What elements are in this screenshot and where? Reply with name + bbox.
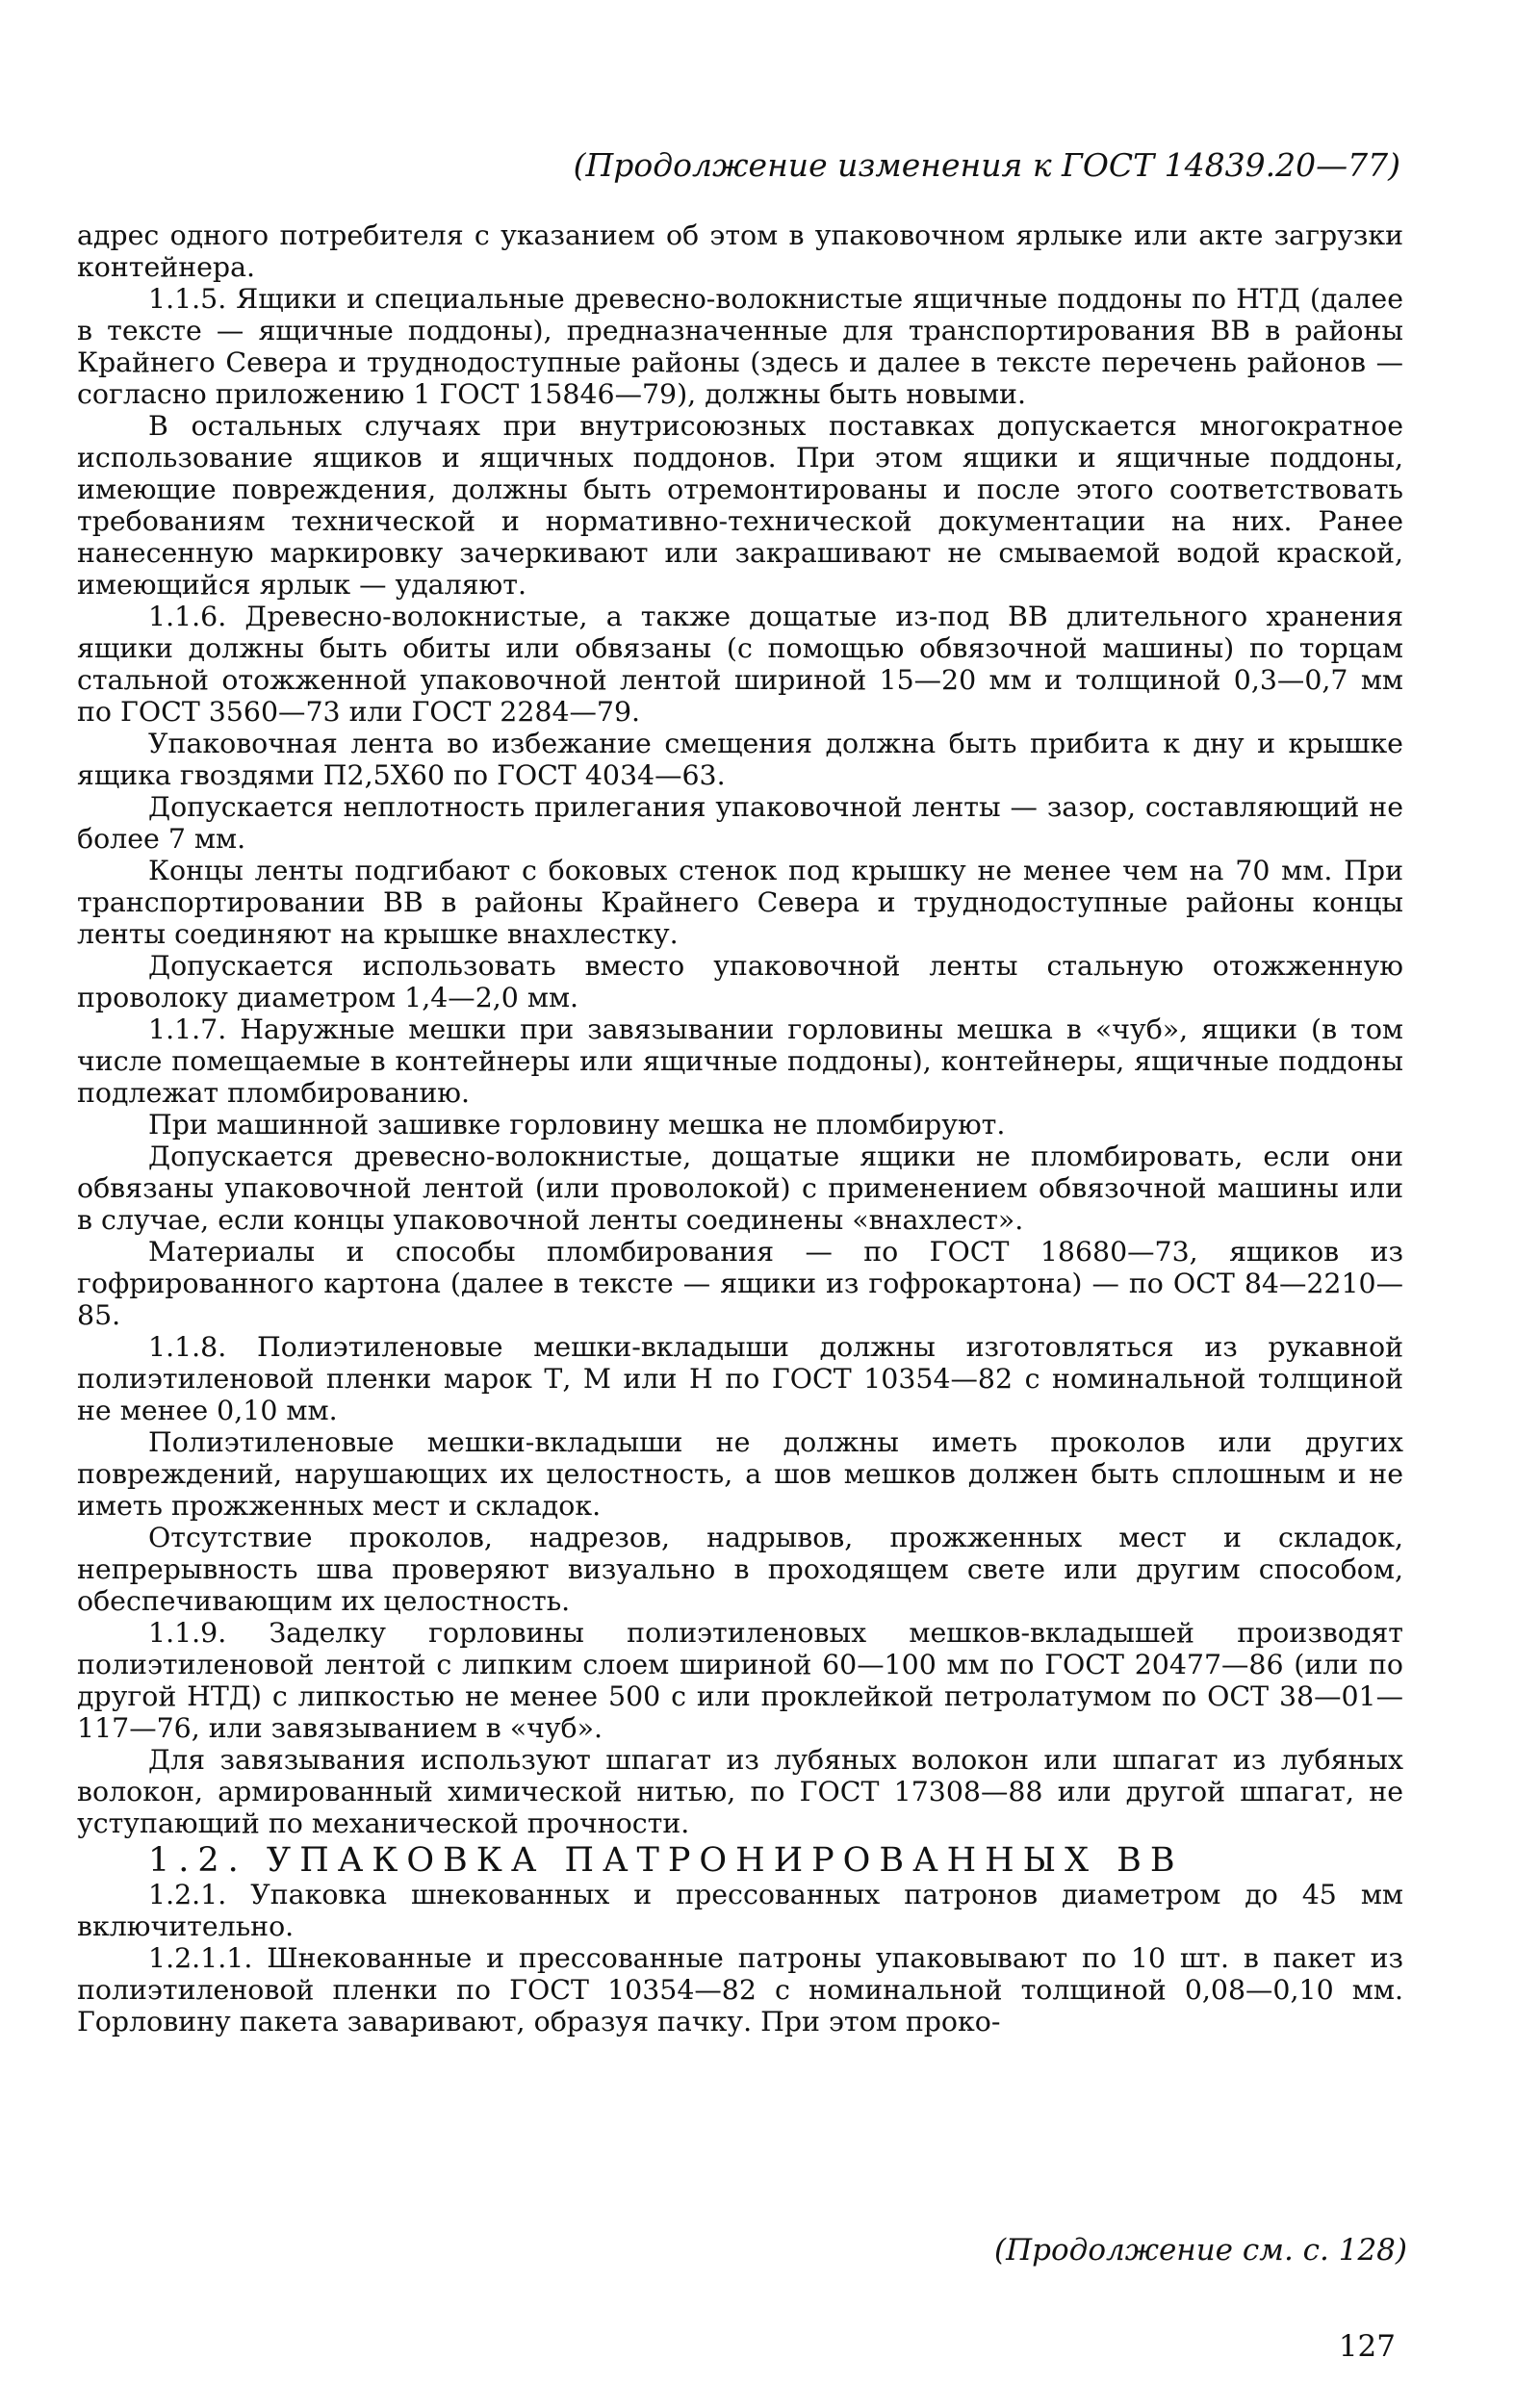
- paragraph: Материалы и способы пломбирования — по ГОСТ 18680—73, ящиков из гофрированного картона (далее в тексте — ящики из гофрокартона) — по ОСТ 84—2210—85.: [77, 1236, 1403, 1331]
- section-heading: 1.2. УПАКОВКА ПАТРОНИРОВАННЫХ ВВ: [148, 1841, 1184, 1880]
- paragraph: 1.1.8. Полиэтиленовые мешки-вкладыши должны изготовляться из рукавной полиэтиленовой пленки марок Т, М или Н по ГОСТ 10354—82 с номинальной толщиной не менее 0,10 мм.: [77, 1331, 1403, 1426]
- paragraph: Допускается древесно-волокнистые, дощатые ящики не пломбировать, если они обвязаны упаковочной лентой (или проволокой) с применением обвязочной машины или в случае, если концы упаковочной ленты соединены «внахлест».: [77, 1141, 1403, 1236]
- paragraph: 1.1.7. Наружные мешки при завязывании горловины мешка в «чуб», ящики (в том числе помещаемые в контейнеры или ящичные поддоны), контейнеры, ящичные поддоны подлежат пломбированию.: [77, 1013, 1403, 1109]
- paragraph: 1.2.1.1. Шнекованные и прессованные патроны упаковывают по 10 шт. в пакет из полиэтиленовой пленки по ГОСТ 10354—82 с номинальной толщиной 0,08—0,10 мм. Горловину пакета заваривают, образуя пачку. При этом проко-: [77, 1942, 1403, 2038]
- paragraph: адрес одного потребителя с указанием об этом в упаковочном ярлыке или акте загрузки контейнера.: [77, 219, 1403, 283]
- page-number: 127: [1338, 2329, 1396, 2364]
- paragraph: В остальных случаях при внутрисоюзных поставках допускается многократное использование ящиков и ящичных поддонов. При этом ящики и ящичные поддоны, имеющие повреждения, должны быть отремонтированы и после этого соответствовать требованиям технической и нормативно-технической документации на них. Ранее нанесенную маркировку зачеркивают или закрашивают не смываемой водой краской, имеющийся ярлык — удаляют.: [77, 410, 1403, 601]
- paragraph: 1.2.1. Упаковка шнекованных и прессованных патронов диаметром до 45 мм включительно.: [77, 1879, 1403, 1942]
- page-header: (Продолжение изменения к ГОСТ 14839.20—77): [573, 146, 1400, 184]
- paragraph: 1.1.6. Древесно-волокнистые, а также дощатые из-под ВВ длительного хранения ящики должны быть обиты или обвязаны (с помощью обвязочной машины) по торцам стальной отожженной упаковочной лентой шириной 15—20 мм и толщиной 0,3—0,7 мм по ГОСТ 3560—73 или ГОСТ 2284—79.: [77, 601, 1403, 728]
- paragraph: При машинной зашивке горловину мешка не пломбируют.: [148, 1109, 1006, 1141]
- paragraph: Концы ленты подгибают с боковых стенок под крышку не менее чем на 70 мм. При транспортировании ВВ в районы Крайнего Севера и труднодоступные районы концы ленты соединяют на крышке внахлестку.: [77, 855, 1403, 950]
- paragraph: 1.1.5. Ящики и специальные древесно-волокнистые ящичные поддоны по НТД (далее в тексте — ящичные поддоны), предназначенные для транспортирования ВВ в районы Крайнего Севера и труднодоступные районы (здесь и далее в тексте перечень районов — согласно приложению 1 ГОСТ 15846—79), должны быть новыми.: [77, 283, 1403, 410]
- paragraph: Отсутствие проколов, надрезов, надрывов, прожженных мест и складок, непрерывность шва проверяют визуально в проходящем свете или другим способом, обеспечивающим их целостность.: [77, 1522, 1403, 1617]
- paragraph: Допускается неплотность прилегания упаковочной ленты — зазор, составляющий не более 7 мм.: [77, 791, 1403, 855]
- paragraph: Для завязывания используют шпагат из лубяных волокон или шпагат из лубяных волокон, армированный химической нитью, по ГОСТ 17308—88 или другой шпагат, не уступающий по механической прочности.: [77, 1744, 1403, 1839]
- continuation-note: (Продолжение см. с. 128): [994, 2233, 1407, 2268]
- paragraph: 1.1.9. Заделку горловины полиэтиленовых мешков-вкладышей производят полиэтиленовой лентой с липким слоем шириной 60—100 мм по ГОСТ 20477—86 (или по другой НТД) с липкостью не менее 500 с или проклейкой петролатумом по ОСТ 38—01—117—76, или завязыванием в «чуб».: [77, 1617, 1403, 1744]
- paragraph: Полиэтиленовые мешки-вкладыши не должны иметь проколов или других повреждений, нарушающих их целостность, а шов мешков должен быть сплошным и не иметь прожженных мест и складок.: [77, 1426, 1403, 1522]
- paragraph: Упаковочная лента во избежание смещения должна быть прибита к дну и крышке ящика гвоздями П2,5X60 по ГОСТ 4034—63.: [77, 728, 1403, 791]
- body-text: [77, 219, 1403, 2038]
- paragraph: Допускается использовать вместо упаковочной ленты стальную отожженную проволоку диаметром 1,4—2,0 мм.: [77, 950, 1403, 1013]
